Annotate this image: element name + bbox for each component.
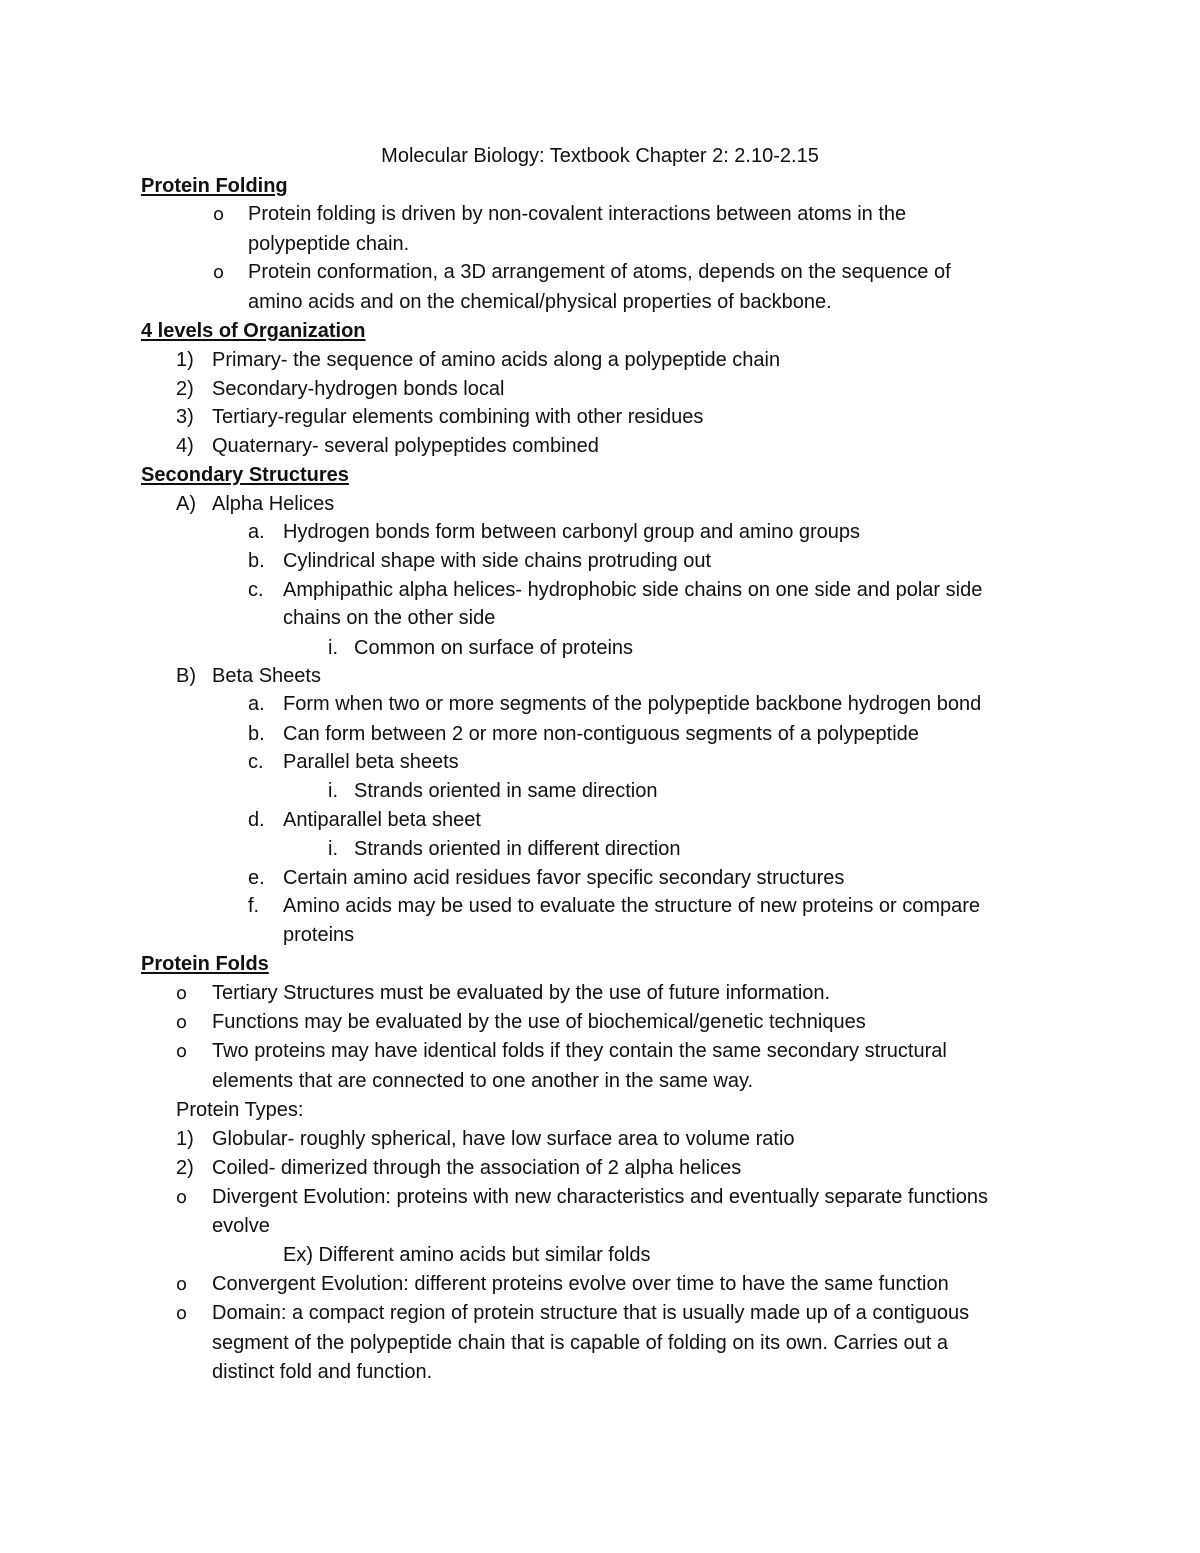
list-marker: b. (248, 723, 265, 745)
folds-item-1: Tertiary Structures must be evaluated by the use of future information. (212, 982, 831, 1004)
folding-item-1-line-1: Protein folding is driven by non-covalent interactions between atoms in the (248, 203, 907, 225)
beta-item-f-line-2: proteins (283, 924, 355, 946)
bullet-marker: o (176, 1041, 188, 1062)
type-globular: Globular- roughly spherical, have low surface area to volume ratio (212, 1128, 795, 1150)
list-marker: b. (248, 550, 265, 572)
beta-sheets-label: Beta Sheets (212, 665, 321, 687)
level-primary: Primary- the sequence of amino acids along a polypeptide chain (212, 349, 781, 371)
domain-line-3: distinct fold and function. (212, 1361, 433, 1383)
type-coiled: Coiled- dimerized through the association of 2 alpha helices (212, 1157, 742, 1179)
list-marker: d. (248, 809, 265, 831)
level-secondary: Secondary-hydrogen bonds local (212, 378, 505, 400)
bullet-marker: o (176, 1187, 188, 1208)
list-marker: 1) (176, 349, 194, 371)
list-marker: i. (328, 637, 338, 659)
folds-item-2: Functions may be evaluated by the use of biochemical/genetic techniques (212, 1011, 866, 1033)
level-quaternary: Quaternary- several polypeptides combined (212, 435, 599, 457)
bullet-marker: o (176, 983, 188, 1004)
list-marker: B) (176, 665, 196, 687)
bullet-marker: o (176, 1012, 188, 1033)
beta-item-a: Form when two or more segments of the polypeptide backbone hydrogen bond (283, 693, 982, 715)
divergent-evolution-line-2: evolve (212, 1215, 270, 1237)
document-title: Molecular Biology: Textbook Chapter 2: 2.10-2.15 (381, 145, 819, 167)
bullet-marker: o (176, 1274, 188, 1295)
list-marker: e. (248, 867, 265, 889)
divergent-example: Ex) Different amino acids but similar folds (283, 1244, 651, 1266)
list-marker: i. (328, 780, 338, 802)
beta-item-c-sub-i: Strands oriented in same direction (354, 780, 658, 802)
domain-line-1: Domain: a compact region of protein structure that is usually made up of a contiguous (212, 1302, 970, 1324)
alpha-item-c-sub-i: Common on surface of proteins (354, 637, 634, 659)
heading-secondary-structures: Secondary Structures (141, 464, 349, 486)
beta-item-d: Antiparallel beta sheet (283, 809, 481, 831)
heading-levels-of-organization: 4 levels of Organization (141, 320, 366, 342)
list-marker: 2) (176, 1157, 194, 1179)
heading-protein-folding: Protein Folding (141, 175, 288, 197)
list-marker: 3) (176, 406, 194, 428)
beta-item-c: Parallel beta sheets (283, 751, 459, 773)
folds-item-3-line-2: elements that are connected to one another in the same way. (212, 1070, 754, 1092)
alpha-helices-label: Alpha Helices (212, 493, 335, 515)
beta-item-d-sub-i: Strands oriented in different direction (354, 838, 681, 860)
bullet-marker: o (176, 1303, 188, 1324)
folding-item-2-line-1: Protein conformation, a 3D arrangement of atoms, depends on the sequence of (248, 261, 951, 283)
list-marker: a. (248, 693, 265, 715)
level-tertiary: Tertiary-regular elements combining with other residues (212, 406, 704, 428)
divergent-evolution-line-1: Divergent Evolution: proteins with new characteristics and eventually separate functions (212, 1186, 988, 1208)
alpha-item-c-line-1: Amphipathic alpha helices- hydrophobic side chains on one side and polar side (283, 579, 983, 601)
list-marker: a. (248, 521, 265, 543)
alpha-item-c-line-2: chains on the other side (283, 607, 496, 629)
folding-item-1-line-2: polypeptide chain. (248, 233, 410, 255)
list-marker: c. (248, 751, 264, 773)
domain-line-2: segment of the polypeptide chain that is capable of folding on its own. Carries out a (212, 1332, 949, 1354)
list-marker: A) (176, 493, 196, 515)
alpha-item-b: Cylindrical shape with side chains protruding out (283, 550, 712, 572)
beta-item-f-line-1: Amino acids may be used to evaluate the structure of new proteins or compare (283, 895, 981, 917)
list-marker: 2) (176, 378, 194, 400)
list-marker: 1) (176, 1128, 194, 1150)
heading-protein-folds: Protein Folds (141, 953, 269, 975)
list-marker: c. (248, 579, 264, 601)
folds-item-3-line-1: Two proteins may have identical folds if they contain the same secondary structural (212, 1040, 947, 1062)
folding-item-2-line-2: amino acids and on the chemical/physical properties of backbone. (248, 291, 832, 313)
beta-item-b: Can form between 2 or more non-contiguous segments of a polypeptide (283, 723, 919, 745)
list-marker: 4) (176, 435, 194, 457)
beta-item-e: Certain amino acid residues favor specific secondary structures (283, 867, 845, 889)
protein-types-label: Protein Types: (176, 1099, 304, 1121)
bullet-marker: o (213, 204, 225, 225)
list-marker: f. (248, 895, 260, 917)
list-marker: i. (328, 838, 338, 860)
alpha-item-a: Hydrogen bonds form between carbonyl group and amino groups (283, 521, 861, 543)
bullet-marker: o (213, 262, 225, 283)
convergent-evolution: Convergent Evolution: different proteins evolve over time to have the same function (212, 1273, 949, 1295)
